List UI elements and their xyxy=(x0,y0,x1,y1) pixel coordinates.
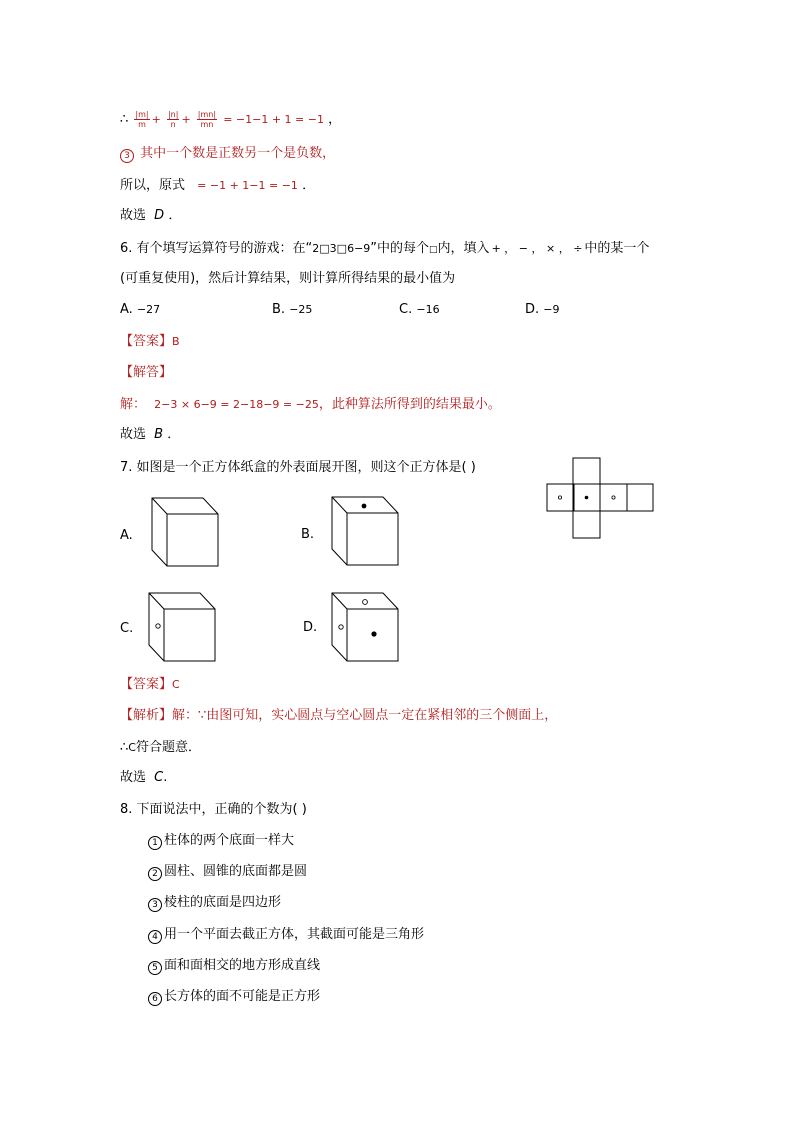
cube-b-figure xyxy=(331,496,399,566)
net-face-right xyxy=(600,484,627,511)
circled-number: 3 xyxy=(120,149,134,163)
hollow-dot-icon xyxy=(156,624,160,628)
net-face-left xyxy=(547,484,574,511)
question-7-title: 7. 如图是一个正方体纸盒的外表面展开图，则这个正方体是( ) xyxy=(120,460,476,475)
q8-item: 6 长方体的面不可能是正方形 xyxy=(148,988,320,1006)
hollow-dot-icon xyxy=(363,600,368,605)
fraction-result: = −1−1 + 1 = −1 xyxy=(223,113,324,126)
hollow-dot-icon xyxy=(558,496,561,499)
question-6-title: 6. 有个填写运算符号的游戏：在“2□3□6−9”中的每个□内，填入 + ， − ， × ， ÷ 中的某一个 xyxy=(120,241,650,256)
fraction-n: $\frac{|n|}{n}$ xyxy=(167,110,179,129)
option-d: D. −9 xyxy=(525,302,560,317)
hollow-dot-icon xyxy=(612,496,615,499)
solid-dot-icon xyxy=(371,631,376,636)
q7-option-c-label: C. xyxy=(120,621,134,636)
q8-item: 3 棱柱的底面是四边形 xyxy=(148,894,281,912)
question-8-title: 8. 下面说法中，正确的个数为( ) xyxy=(120,802,307,817)
fraction-mn: $\frac{|mn|}{mn}$ xyxy=(197,110,217,129)
q8-item: 4 用一个平面去截正方体，其截面可能是三角形 xyxy=(148,926,424,944)
q8-item: 5 面和面相交的地方形成直线 xyxy=(148,957,320,975)
q7-option-a-label: A. xyxy=(120,528,133,543)
q7-option-b-label: B. xyxy=(301,527,315,542)
solid-dot-icon xyxy=(585,496,589,500)
q7-answer: 【答案】C xyxy=(120,677,180,692)
cube-a-figure xyxy=(151,497,219,567)
q7-conclusion: ∴C符合题意． xyxy=(120,740,201,755)
therefore-symbol: ∴ xyxy=(120,112,129,127)
q8-item: 1 柱体的两个底面一样大 xyxy=(148,832,294,850)
q6-analysis-tag: 【解答】 xyxy=(120,365,173,380)
q6-choose: 故选 B ． xyxy=(120,427,181,442)
fraction-m: $\frac{|m|}{m}$ xyxy=(135,110,149,129)
case-3-line: 3 其中一个数是正数另一个是负数， xyxy=(120,145,335,163)
fraction-sum-line: ∴ $\frac{|m|}{m}$ + $\frac{|n|}{n}$ + $\frac{|mn|}{mn}$ = −1−1 + 1 = −1 ， xyxy=(120,110,342,129)
original-expression-line: 所以，原式 = −1 + 1−1 = −1 ． xyxy=(120,178,316,193)
q8-item: 2 圆柱、圆锥的底面都是圆 xyxy=(148,863,307,881)
option-a: A. −27 xyxy=(120,302,161,317)
cube-net-figure xyxy=(546,457,654,539)
cube-d-figure xyxy=(331,592,399,662)
q7-analysis: 【解析】解：∵由图可知，实心圆点与空心圆点一定在紧相邻的三个侧面上， xyxy=(120,708,558,723)
option-c: C. −16 xyxy=(399,302,440,317)
q7-option-d-label: D. xyxy=(303,620,318,635)
solid-dot-icon xyxy=(362,504,367,509)
q6-solution: 解： 2−3 × 6−9 = 2−18−9 = −25，此种算法所得到的结果最小。 xyxy=(120,397,501,412)
net-face-top xyxy=(573,458,600,484)
hollow-dot-icon xyxy=(339,625,343,629)
choose-d-line: 故选 D ． xyxy=(120,208,182,223)
net-face-far-right xyxy=(627,484,653,511)
cube-c-figure xyxy=(148,592,216,662)
q7-choose: 故选 C. xyxy=(120,770,168,785)
option-b: B. −25 xyxy=(272,302,313,317)
q6-answer: 【答案】B xyxy=(120,334,180,349)
question-6-title-cont: (可重复使用)，然后计算结果，则计算所得结果的最小值为 xyxy=(120,271,456,286)
net-face-bottom xyxy=(573,511,600,538)
